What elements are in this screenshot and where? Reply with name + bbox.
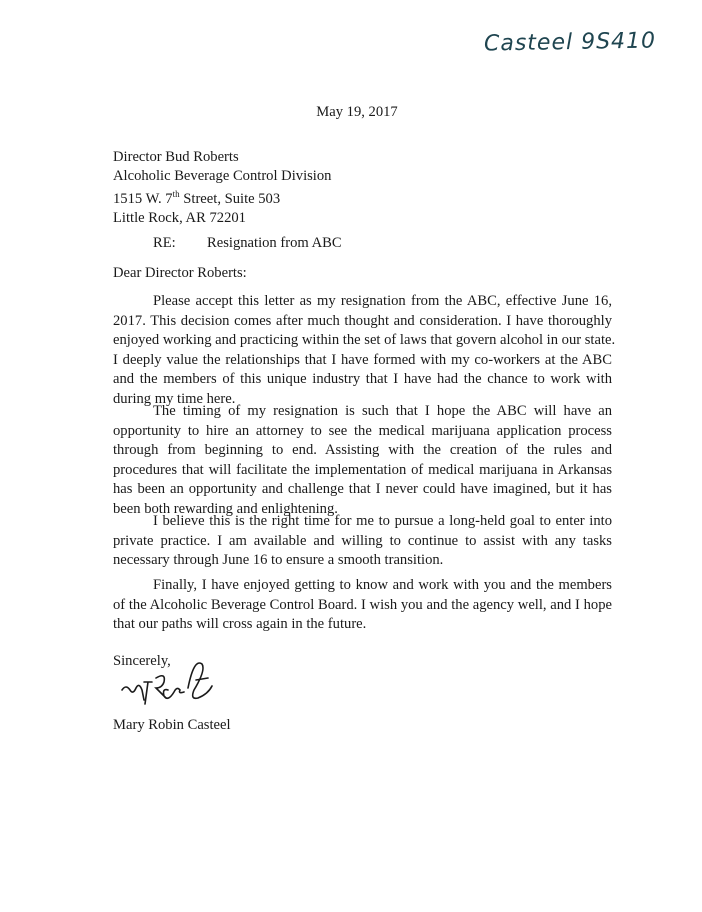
salutation: Dear Director Roberts: xyxy=(113,265,247,281)
paragraph-line: procedures that will facilitate the implementation of medical marijuana in Arkansas xyxy=(113,461,612,478)
paragraph-line: has been an opportunity and challenge that I never could have imagined, but it has xyxy=(113,481,612,498)
recipient-name: Director Bud Roberts xyxy=(113,149,239,165)
paragraph-line: necessary through June 16 to ensure a smooth transition. xyxy=(113,552,444,569)
letter-date: May 19, 2017 xyxy=(316,104,398,120)
recipient-street xyxy=(113,185,331,208)
body-paragraph xyxy=(113,402,612,520)
paragraph-line: I believe this is the right time for me to pursue a long-held goal to enter into xyxy=(153,513,612,529)
paragraph-line: private practice. I am available and willing to continue to assist with any tasks xyxy=(113,532,612,549)
street-suffix: th xyxy=(172,189,180,200)
street-rest: Street, Suite 503 xyxy=(179,191,281,208)
body-paragraph xyxy=(113,576,612,635)
paragraph-line: and the members of this unique industry that I have had the chance to work with xyxy=(113,371,612,388)
paragraph-line: that our paths will cross again in the future. xyxy=(113,616,367,633)
handwritten-annotation: Casteel 9S410 xyxy=(483,28,657,57)
recipient-city: Little Rock, AR 72201 xyxy=(113,209,246,226)
paragraph-line: The timing of my resignation is such that I hope the ABC will have an xyxy=(153,403,612,419)
paragraph-line: been both rewarding and enlightening. xyxy=(113,500,338,517)
re-line xyxy=(153,235,342,252)
street-number: 1515 W. 7 xyxy=(113,191,173,208)
recipient-org: Alcoholic Beverage Control Division xyxy=(113,167,332,184)
paragraph-line: 2017. This decision comes after much thought and consideration. I have thoroughly xyxy=(113,312,612,329)
body-paragraph xyxy=(113,512,612,571)
paragraph-line: through from beginning to end. Assisting with the creation of the rules and xyxy=(113,442,612,459)
body-paragraph xyxy=(113,292,616,410)
recipient-address xyxy=(113,148,331,227)
paragraph-line: Please accept this letter as my resignation from the ABC, effective June 16, xyxy=(153,293,612,309)
signer-name: Mary Robin Casteel xyxy=(113,717,231,733)
signature xyxy=(118,660,248,710)
re-label: RE: xyxy=(153,235,176,251)
paragraph-line: of the Alcoholic Beverage Control Board. I wish you and the agency well, and I hope xyxy=(113,596,612,613)
closing: Sincerely, xyxy=(113,653,171,669)
paragraph-line: I deeply value the relationships that I have formed with my co-workers at the ABC xyxy=(113,351,612,368)
paragraph-line: Finally, I have enjoyed getting to know and work with you and the members xyxy=(153,577,612,593)
paragraph-line: during my time here. xyxy=(113,390,236,407)
re-subject: Resignation from ABC xyxy=(207,235,342,251)
paragraph-line: opportunity to hire an attorney to see the medical marijuana application process xyxy=(113,422,612,439)
paragraph-line: enjoyed working and practicing within the set of laws that govern alcohol in our state. xyxy=(113,332,616,349)
